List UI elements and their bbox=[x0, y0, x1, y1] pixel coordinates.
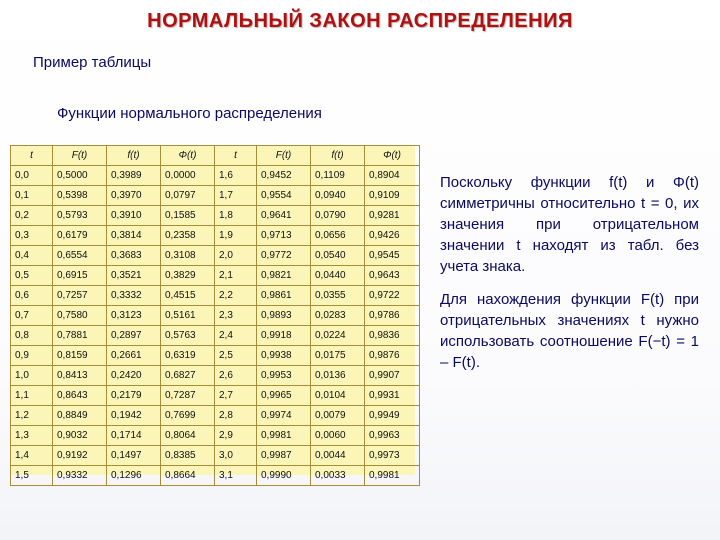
table-row bbox=[11, 286, 420, 306]
slide-subtitle: Пример таблицы bbox=[33, 54, 152, 71]
table-cell-value: 0,9949 bbox=[365, 406, 420, 426]
table-cell-value: 0,9821 bbox=[257, 266, 311, 286]
table-cell-value: 0,9990 bbox=[257, 466, 311, 486]
table-cell-value: 0,3332 bbox=[107, 286, 161, 306]
table-row bbox=[11, 366, 420, 386]
table-row bbox=[11, 426, 420, 446]
table-cell-value: 0,7287 bbox=[161, 386, 215, 406]
table-cell-value: 0,9109 bbox=[365, 186, 420, 206]
table-cell-argument: 1,7 bbox=[215, 186, 257, 206]
table-cell-value: 0,9981 bbox=[365, 466, 420, 486]
table-cell-value: 0,5398 bbox=[53, 186, 107, 206]
table-cell-value: 0,9938 bbox=[257, 346, 311, 366]
header-t: t bbox=[11, 146, 53, 166]
table-cell-argument: 1,5 bbox=[11, 466, 53, 486]
table-cell-argument: 3,0 bbox=[215, 446, 257, 466]
table-cell-value: 0,0000 bbox=[161, 166, 215, 186]
header-Phi: Φ(t) bbox=[365, 146, 420, 166]
table-cell-argument: 1,8 bbox=[215, 206, 257, 226]
table-cell-value: 0,3989 bbox=[107, 166, 161, 186]
table-cell-value: 0,6554 bbox=[53, 246, 107, 266]
table-cell-value: 0,3108 bbox=[161, 246, 215, 266]
table-cell-value: 0,3910 bbox=[107, 206, 161, 226]
table-cell-argument: 2,2 bbox=[215, 286, 257, 306]
table-cell-value: 0,3683 bbox=[107, 246, 161, 266]
table-cell-value: 0,9332 bbox=[53, 466, 107, 486]
table-cell-value: 0,3521 bbox=[107, 266, 161, 286]
table-cell-value: 0,6179 bbox=[53, 226, 107, 246]
table-row bbox=[11, 226, 420, 246]
table-cell-value: 0,8413 bbox=[53, 366, 107, 386]
table-cell-value: 0,0656 bbox=[311, 226, 365, 246]
table-row bbox=[11, 446, 420, 466]
table-cell-value: 0,0440 bbox=[311, 266, 365, 286]
table-cell-argument: 1,0 bbox=[11, 366, 53, 386]
table-cell-value: 0,3829 bbox=[161, 266, 215, 286]
header-Phi: Φ(t) bbox=[161, 146, 215, 166]
table-cell-value: 0,9545 bbox=[365, 246, 420, 266]
table-cell-value: 0,1942 bbox=[107, 406, 161, 426]
table-cell-value: 0,9786 bbox=[365, 306, 420, 326]
explanation-text bbox=[440, 172, 699, 385]
table-row bbox=[11, 186, 420, 206]
table-cell-value: 0,9907 bbox=[365, 366, 420, 386]
table-cell-value: 0,5161 bbox=[161, 306, 215, 326]
table-cell-value: 0,3814 bbox=[107, 226, 161, 246]
header-t: t bbox=[215, 146, 257, 166]
table-row bbox=[11, 166, 420, 186]
table-cell-value: 0,9918 bbox=[257, 326, 311, 346]
table-cell-value: 0,5793 bbox=[53, 206, 107, 226]
table-cell-value: 0,6827 bbox=[161, 366, 215, 386]
table-cell-value: 0,8064 bbox=[161, 426, 215, 446]
table-cell-value: 0,8664 bbox=[161, 466, 215, 486]
table-cell-value: 0,7699 bbox=[161, 406, 215, 426]
slide-title: НОРМАЛЬНЫЙ ЗАКОН РАСПРЕДЕЛЕНИЯ bbox=[147, 10, 573, 32]
table-cell-value: 0,9893 bbox=[257, 306, 311, 326]
table-cell-argument: 0,5 bbox=[11, 266, 53, 286]
table-row bbox=[11, 306, 420, 326]
table-row bbox=[11, 466, 420, 486]
table-cell-value: 0,9281 bbox=[365, 206, 420, 226]
table-cell-argument: 1,6 bbox=[215, 166, 257, 186]
header-F: F(t) bbox=[53, 146, 107, 166]
table-cell-argument: 2,5 bbox=[215, 346, 257, 366]
table-cell-value: 0,9953 bbox=[257, 366, 311, 386]
table-cell-value: 0,9861 bbox=[257, 286, 311, 306]
table-cell-value: 0,2420 bbox=[107, 366, 161, 386]
table-cell-value: 0,9987 bbox=[257, 446, 311, 466]
table-cell-value: 0,0283 bbox=[311, 306, 365, 326]
table-cell-argument: 2,8 bbox=[215, 406, 257, 426]
table-cell-argument: 1,9 bbox=[215, 226, 257, 246]
paragraph-negative-values: Для нахождения функции F(t) при отрицательных значениях t нужно использовать соотношение F(−t) = 1 – F(t). bbox=[440, 291, 699, 371]
table-cell-value: 0,9722 bbox=[365, 286, 420, 306]
table-cell-argument: 1,3 bbox=[11, 426, 53, 446]
table-cell-value: 0,0175 bbox=[311, 346, 365, 366]
table-cell-value: 0,2661 bbox=[107, 346, 161, 366]
table-cell-value: 0,9426 bbox=[365, 226, 420, 246]
table-cell-value: 0,0355 bbox=[311, 286, 365, 306]
table-cell-value: 0,0060 bbox=[311, 426, 365, 446]
values-table bbox=[10, 145, 420, 486]
table-row bbox=[11, 246, 420, 266]
table-caption: Функции нормального распределения bbox=[57, 105, 322, 122]
table-cell-value: 0,9973 bbox=[365, 446, 420, 466]
table-cell-argument: 0,9 bbox=[11, 346, 53, 366]
table-cell-value: 0,8904 bbox=[365, 166, 420, 186]
table-cell-argument: 2,1 bbox=[215, 266, 257, 286]
table-cell-value: 0,0044 bbox=[311, 446, 365, 466]
table-cell-value: 0,1296 bbox=[107, 466, 161, 486]
table-cell-value: 0,9032 bbox=[53, 426, 107, 446]
table-cell-value: 0,0033 bbox=[311, 466, 365, 486]
table-cell-argument: 0,3 bbox=[11, 226, 53, 246]
table-cell-argument: 0,7 bbox=[11, 306, 53, 326]
table-cell-argument: 3,1 bbox=[215, 466, 257, 486]
table-cell-value: 0,5000 bbox=[53, 166, 107, 186]
table-cell-argument: 0,0 bbox=[11, 166, 53, 186]
table-row bbox=[11, 326, 420, 346]
table-cell-value: 0,1585 bbox=[161, 206, 215, 226]
normal-distribution-table bbox=[10, 145, 415, 481]
table-cell-value: 0,0104 bbox=[311, 386, 365, 406]
table-cell-value: 0,9452 bbox=[257, 166, 311, 186]
table-cell-value: 0,8643 bbox=[53, 386, 107, 406]
table-cell-value: 0,9641 bbox=[257, 206, 311, 226]
table-cell-value: 0,1109 bbox=[311, 166, 365, 186]
table-cell-argument: 2,7 bbox=[215, 386, 257, 406]
table-cell-argument: 1,1 bbox=[11, 386, 53, 406]
table-cell-value: 0,8159 bbox=[53, 346, 107, 366]
table-cell-value: 0,3970 bbox=[107, 186, 161, 206]
table-cell-value: 0,3123 bbox=[107, 306, 161, 326]
table-cell-value: 0,9876 bbox=[365, 346, 420, 366]
table-cell-value: 0,8385 bbox=[161, 446, 215, 466]
table-cell-value: 0,9713 bbox=[257, 226, 311, 246]
table-cell-value: 0,7881 bbox=[53, 326, 107, 346]
header-F: F(t) bbox=[257, 146, 311, 166]
table-cell-value: 0,6915 bbox=[53, 266, 107, 286]
table-cell-value: 0,5763 bbox=[161, 326, 215, 346]
table-cell-value: 0,6319 bbox=[161, 346, 215, 366]
table-cell-value: 0,7257 bbox=[53, 286, 107, 306]
table-cell-value: 0,9772 bbox=[257, 246, 311, 266]
table-cell-value: 0,0079 bbox=[311, 406, 365, 426]
table-cell-argument: 2,3 bbox=[215, 306, 257, 326]
table-cell-argument: 2,0 bbox=[215, 246, 257, 266]
paragraph-symmetry: Поскольку функции f(t) и Φ(t) симметричны относительно t = 0, их значения при отрицательном значении t находят из табл. без учета знака. bbox=[440, 174, 699, 275]
table-cell-value: 0,9554 bbox=[257, 186, 311, 206]
table-cell-value: 0,1497 bbox=[107, 446, 161, 466]
table-cell-value: 0,9965 bbox=[257, 386, 311, 406]
table-cell-argument: 1,4 bbox=[11, 446, 53, 466]
table-cell-argument: 0,6 bbox=[11, 286, 53, 306]
table-cell-value: 0,2179 bbox=[107, 386, 161, 406]
table-cell-value: 0,9836 bbox=[365, 326, 420, 346]
table-cell-value: 0,9931 bbox=[365, 386, 420, 406]
table-cell-value: 0,0790 bbox=[311, 206, 365, 226]
header-f: f(t) bbox=[107, 146, 161, 166]
table-cell-value: 0,7580 bbox=[53, 306, 107, 326]
table-cell-value: 0,0940 bbox=[311, 186, 365, 206]
table-cell-value: 0,9643 bbox=[365, 266, 420, 286]
table-cell-argument: 2,4 bbox=[215, 326, 257, 346]
header-f: f(t) bbox=[311, 146, 365, 166]
table-cell-argument: 0,1 bbox=[11, 186, 53, 206]
table-row bbox=[11, 206, 420, 226]
table-cell-value: 0,0224 bbox=[311, 326, 365, 346]
table-cell-value: 0,9963 bbox=[365, 426, 420, 446]
table-row bbox=[11, 266, 420, 286]
table-cell-argument: 2,9 bbox=[215, 426, 257, 446]
table-cell-value: 0,0136 bbox=[311, 366, 365, 386]
table-cell-argument: 0,2 bbox=[11, 206, 53, 226]
table-cell-argument: 0,8 bbox=[11, 326, 53, 346]
table-header-row bbox=[11, 146, 420, 166]
table-cell-value: 0,4515 bbox=[161, 286, 215, 306]
table-cell-value: 0,0797 bbox=[161, 186, 215, 206]
table-cell-value: 0,2358 bbox=[161, 226, 215, 246]
table-row bbox=[11, 406, 420, 426]
table-body bbox=[11, 166, 420, 486]
table-row bbox=[11, 386, 420, 406]
table-cell-value: 0,9974 bbox=[257, 406, 311, 426]
table-cell-value: 0,1714 bbox=[107, 426, 161, 446]
table-row bbox=[11, 346, 420, 366]
table-cell-argument: 0,4 bbox=[11, 246, 53, 266]
table-cell-value: 0,9981 bbox=[257, 426, 311, 446]
table-cell-value: 0,2897 bbox=[107, 326, 161, 346]
table-cell-value: 0,0540 bbox=[311, 246, 365, 266]
table-cell-value: 0,9192 bbox=[53, 446, 107, 466]
table-cell-value: 0,8849 bbox=[53, 406, 107, 426]
table-cell-argument: 2,6 bbox=[215, 366, 257, 386]
table-cell-argument: 1,2 bbox=[11, 406, 53, 426]
